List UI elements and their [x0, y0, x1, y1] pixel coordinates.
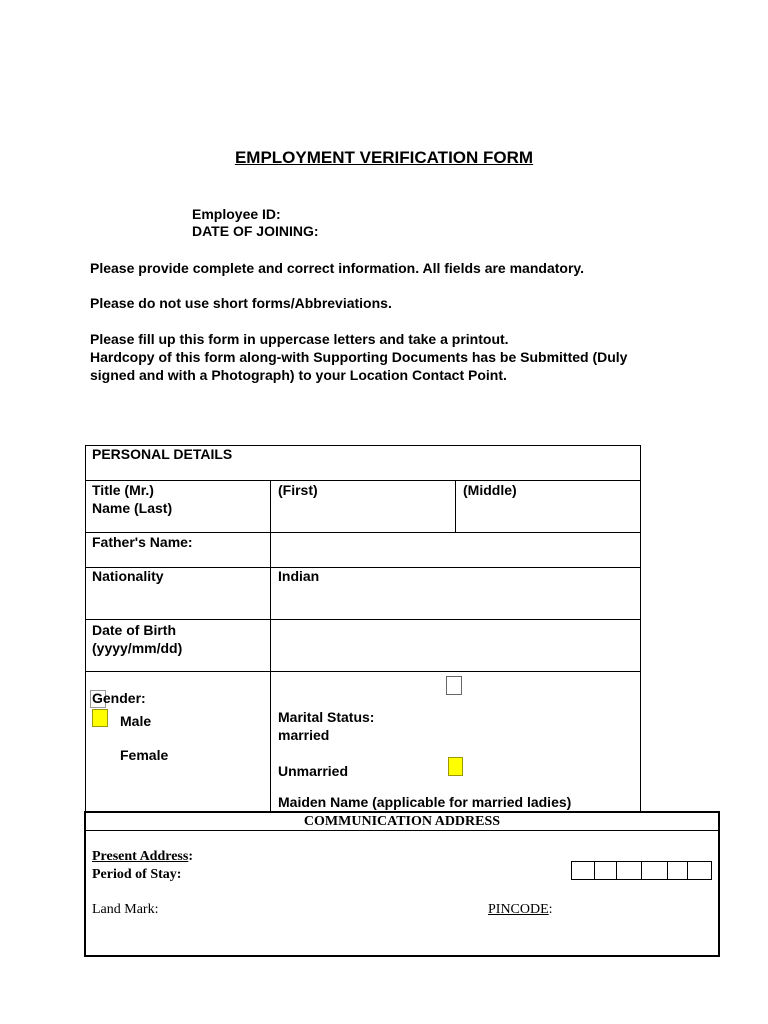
- name-last-label: Name (Last): [92, 500, 173, 516]
- instruction-hardcopy: Hardcopy of this form along-with Supporting Documents has be Submitted (Duly: [90, 349, 628, 365]
- instruction-mandatory: Please provide complete and correct information. All fields are mandatory.: [90, 260, 585, 276]
- pincode-label: PINCODE: [488, 902, 549, 917]
- nationality-label: Nationality: [92, 568, 164, 584]
- name-first-label: (First): [278, 482, 318, 498]
- present-address-label: Present Address: [92, 849, 189, 864]
- pincode-colon: :: [548, 902, 553, 917]
- box-divider: [641, 862, 642, 879]
- father-name-label: Father's Name:: [92, 534, 193, 550]
- period-of-stay-label: Period of Stay:: [92, 867, 182, 882]
- date-of-joining-label: DATE OF JOINING:: [192, 223, 319, 239]
- communication-address-header: COMMUNICATION ADDRESS: [303, 814, 501, 829]
- box-divider: [667, 862, 668, 879]
- address-header-divider: [86, 830, 718, 831]
- address-border: [84, 811, 720, 957]
- father-name-field[interactable]: [271, 533, 640, 567]
- instruction-uppercase: Please fill up this form in uppercase letters and take a printout.: [90, 331, 509, 347]
- marital-status-label: Marital Status:: [278, 709, 375, 725]
- married-checkbox[interactable]: [446, 676, 462, 695]
- dob-field[interactable]: [271, 620, 640, 671]
- row-divider: [85, 671, 641, 672]
- name-middle-label: (Middle): [463, 482, 517, 498]
- gender-label: Gender:: [92, 690, 146, 706]
- personal-details-header: PERSONAL DETAILS: [92, 446, 233, 462]
- box-divider: [594, 862, 595, 879]
- present-address-row: [92, 849, 193, 865]
- nationality-value: Indian: [278, 568, 320, 584]
- dob-format-hint: (yyyy/mm/dd): [92, 640, 183, 656]
- box-divider: [616, 862, 617, 879]
- form-title: EMPLOYMENT VERIFICATION FORM: [234, 148, 534, 167]
- unmarried-label: Unmarried: [278, 763, 349, 779]
- pincode-row: [488, 902, 553, 918]
- present-address-colon: :: [188, 849, 193, 864]
- male-checkbox[interactable]: [92, 709, 108, 727]
- maiden-name-label: Maiden Name (applicable for married ladies): [278, 794, 572, 810]
- female-label: Female: [120, 747, 169, 763]
- married-label: married: [278, 727, 330, 743]
- row-divider: [85, 480, 641, 481]
- title-label: Title (Mr.): [92, 482, 154, 498]
- instruction-no-abbreviations: Please do not use short forms/Abbreviations.: [90, 295, 392, 311]
- employee-id-label: Employee ID:: [192, 206, 281, 222]
- male-label: Male: [120, 713, 152, 729]
- box-divider: [687, 862, 688, 879]
- landmark-label: Land Mark:: [92, 902, 159, 917]
- row-divider: [85, 567, 641, 568]
- column-divider: [455, 480, 456, 532]
- instruction-hardcopy-cont: signed and with a Photograph) to your Location Contact Point.: [90, 367, 507, 383]
- dob-label: Date of Birth: [92, 622, 176, 638]
- period-of-stay-boxes[interactable]: [571, 861, 712, 880]
- unmarried-checkbox[interactable]: [448, 757, 463, 776]
